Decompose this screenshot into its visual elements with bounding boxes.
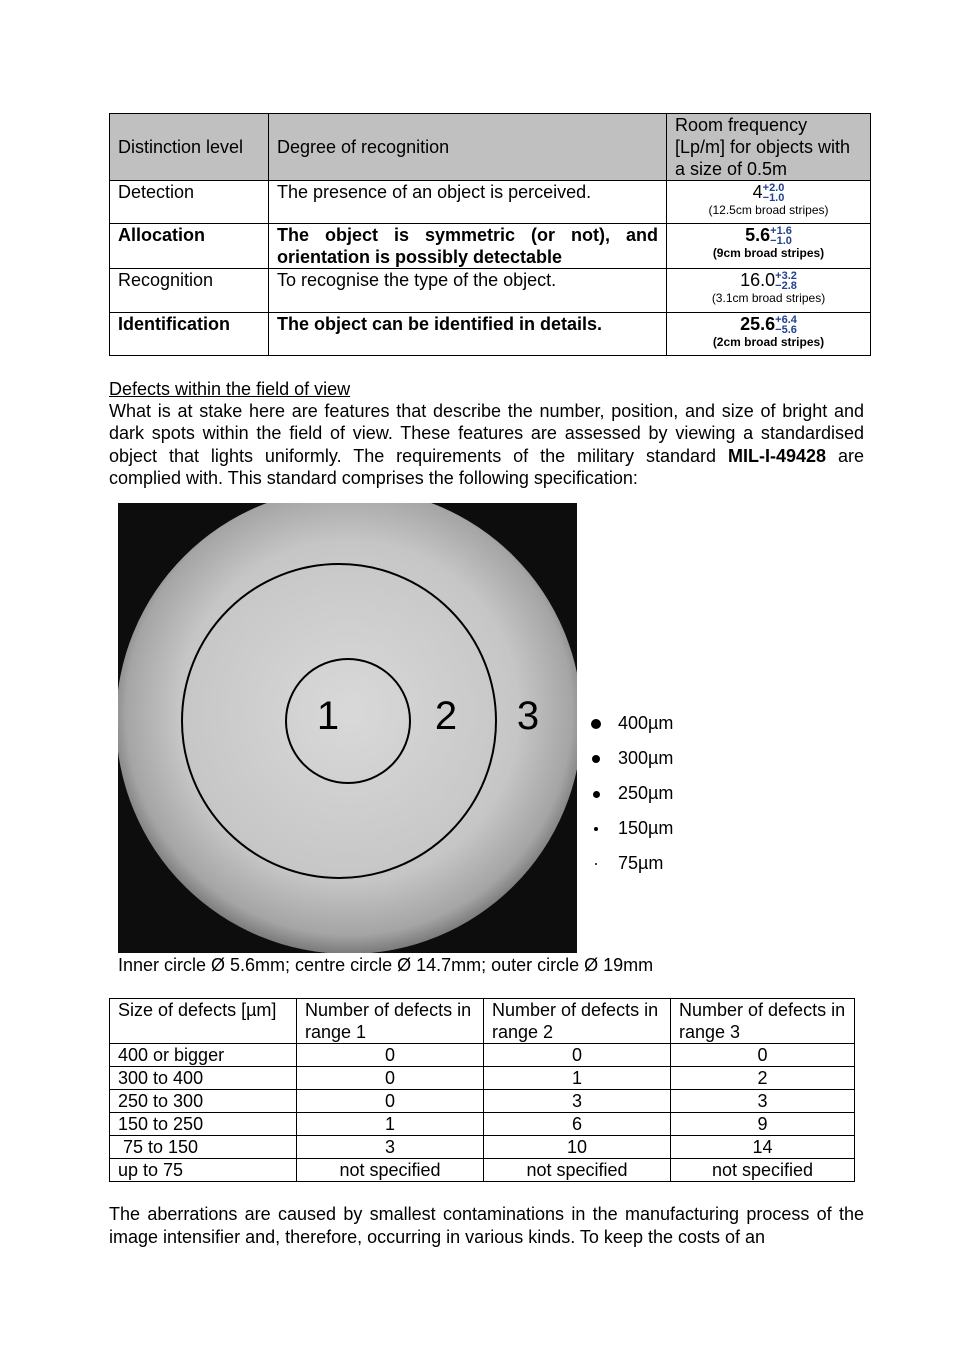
count-cell: 14 xyxy=(671,1136,855,1159)
legend-label: 300µm xyxy=(618,748,674,768)
header-range-3: Number of defects in range 3 xyxy=(671,999,855,1044)
legend-label: 400µm xyxy=(618,713,674,733)
size-cell: 250 to 300 xyxy=(110,1090,297,1113)
defects-table xyxy=(109,998,855,1182)
size-cell: 75 to 150 xyxy=(110,1136,297,1159)
count-cell: 3 xyxy=(484,1090,671,1113)
plus-tolerance: +1.6 xyxy=(770,225,792,238)
count-cell: 3 xyxy=(297,1136,484,1159)
count-cell: not specified xyxy=(484,1159,671,1182)
frequency-cell xyxy=(667,224,871,269)
degree-cell: The object can be identified in details. xyxy=(269,313,667,356)
header-degree-of-recognition: Degree of recognition xyxy=(269,114,667,181)
plus-tolerance: +3.2 xyxy=(775,270,797,283)
minus-tolerance: −1.0 xyxy=(762,192,785,205)
range-label-3: 3 xyxy=(516,694,540,738)
level-cell: Recognition xyxy=(110,269,269,313)
count-cell: 0 xyxy=(297,1090,484,1113)
recognition-table xyxy=(109,113,871,356)
figure-caption: Inner circle Ø 5.6mm; centre circle Ø 14.7mm; outer circle Ø 19mm xyxy=(118,955,654,975)
count-cell: 1 xyxy=(484,1067,671,1090)
minus-tolerance: −2.8 xyxy=(775,280,797,293)
legend-item xyxy=(590,817,673,839)
count-cell: 0 xyxy=(297,1067,484,1090)
count-cell: 0 xyxy=(671,1044,855,1067)
field-of-view-photo xyxy=(118,503,577,953)
medium-dot-icon xyxy=(592,755,600,763)
legend-item xyxy=(590,782,673,804)
count-cell: 10 xyxy=(484,1136,671,1159)
illuminated-field xyxy=(118,503,577,953)
size-cell: 150 to 250 xyxy=(110,1113,297,1136)
stripe-width: (9cm broad stripes) xyxy=(712,246,825,261)
header-range-1: Number of defects in range 1 xyxy=(297,999,484,1044)
medium-dot-icon xyxy=(593,791,600,798)
frequency-cell xyxy=(667,181,871,224)
level-cell: Identification xyxy=(110,313,269,356)
tiny-dot-icon xyxy=(595,863,597,865)
paragraph-text: What is at stake here are features that describe the number, position, and size of bright and dark spots within the field of view. These features are assessed by viewing a standardised object that lights uniformly. The requirements of the military standard xyxy=(109,401,864,466)
small-dot-icon xyxy=(594,827,598,831)
count-cell: not specified xyxy=(671,1159,855,1182)
table-row xyxy=(110,1136,855,1159)
level-cell: Detection xyxy=(110,181,269,224)
table-row xyxy=(110,1067,855,1090)
size-cell: 300 to 400 xyxy=(110,1067,297,1090)
large-dot-icon xyxy=(591,719,601,729)
count-cell: 9 xyxy=(671,1113,855,1136)
table-row xyxy=(110,1090,855,1113)
header-range-2: Number of defects in range 2 xyxy=(484,999,671,1044)
frequency-value: 16.0 xyxy=(740,270,776,290)
table-row xyxy=(110,1159,855,1182)
table-row xyxy=(110,1113,855,1136)
stripe-width: (3.1cm broad stripes) xyxy=(711,291,826,306)
level-cell: Allocation xyxy=(110,224,269,269)
stripe-width: (2cm broad stripes) xyxy=(712,335,825,350)
frequency-cell xyxy=(667,269,871,313)
section-title: Defects within the field of view xyxy=(109,379,351,399)
degree-cell: To recognise the type of the object. xyxy=(269,269,667,313)
stripe-width: (12.5cm broad stripes) xyxy=(708,203,829,218)
table-row xyxy=(110,181,871,224)
count-cell: 0 xyxy=(484,1044,671,1067)
field-of-view-image xyxy=(118,503,577,953)
table-row xyxy=(110,1044,855,1067)
count-cell: 1 xyxy=(297,1113,484,1136)
degree-cell: The object is symmetric (or not), and orientation is possibly detectable xyxy=(269,224,667,269)
legend-item xyxy=(590,747,673,769)
table-row xyxy=(110,313,871,356)
count-cell: 0 xyxy=(297,1044,484,1067)
range-label-1: 1 xyxy=(316,694,340,738)
minus-tolerance: −1.0 xyxy=(770,235,792,248)
legend-label: 250µm xyxy=(618,783,674,803)
size-cell: up to 75 xyxy=(110,1159,297,1182)
frequency-cell xyxy=(667,313,871,356)
table-header-row xyxy=(110,114,871,181)
frequency-value: 25.6 xyxy=(740,314,776,334)
header-distinction-level: Distinction level xyxy=(110,114,269,181)
count-cell: not specified xyxy=(297,1159,484,1182)
header-size-of-defects: Size of defects [µm] xyxy=(110,999,297,1044)
size-cell: 400 or bigger xyxy=(110,1044,297,1067)
legend-label: 75µm xyxy=(618,853,664,873)
legend-label: 150µm xyxy=(618,818,674,838)
legend-item xyxy=(590,712,673,734)
plus-tolerance: +6.4 xyxy=(775,314,797,327)
body-paragraph xyxy=(109,400,864,489)
plus-tolerance: +2.0 xyxy=(762,182,785,195)
closing-paragraph: The aberrations are caused by smallest contaminations in the manufacturing process of the image intensifier and, therefore, occurring in various kinds. To keep the costs of an xyxy=(109,1204,864,1247)
minus-tolerance: −5.6 xyxy=(775,324,797,337)
legend-item xyxy=(590,852,663,874)
frequency-value: 4 xyxy=(752,182,763,202)
degree-cell: The presence of an object is perceived. xyxy=(269,181,667,224)
header-room-frequency: Room frequency [Lp/m] for objects with a size of 0.5m xyxy=(667,114,871,181)
count-cell: 2 xyxy=(671,1067,855,1090)
table-row xyxy=(110,224,871,269)
table-header-row xyxy=(110,999,855,1044)
frequency-value: 5.6 xyxy=(745,225,771,245)
count-cell: 3 xyxy=(671,1090,855,1113)
range-label-2: 2 xyxy=(434,694,458,738)
count-cell: 6 xyxy=(484,1113,671,1136)
paragraph-text: are complied with. This standard comprises the following specification: xyxy=(109,445,864,488)
table-row xyxy=(110,269,871,313)
standard-name: MIL-I-49428 xyxy=(727,445,827,466)
